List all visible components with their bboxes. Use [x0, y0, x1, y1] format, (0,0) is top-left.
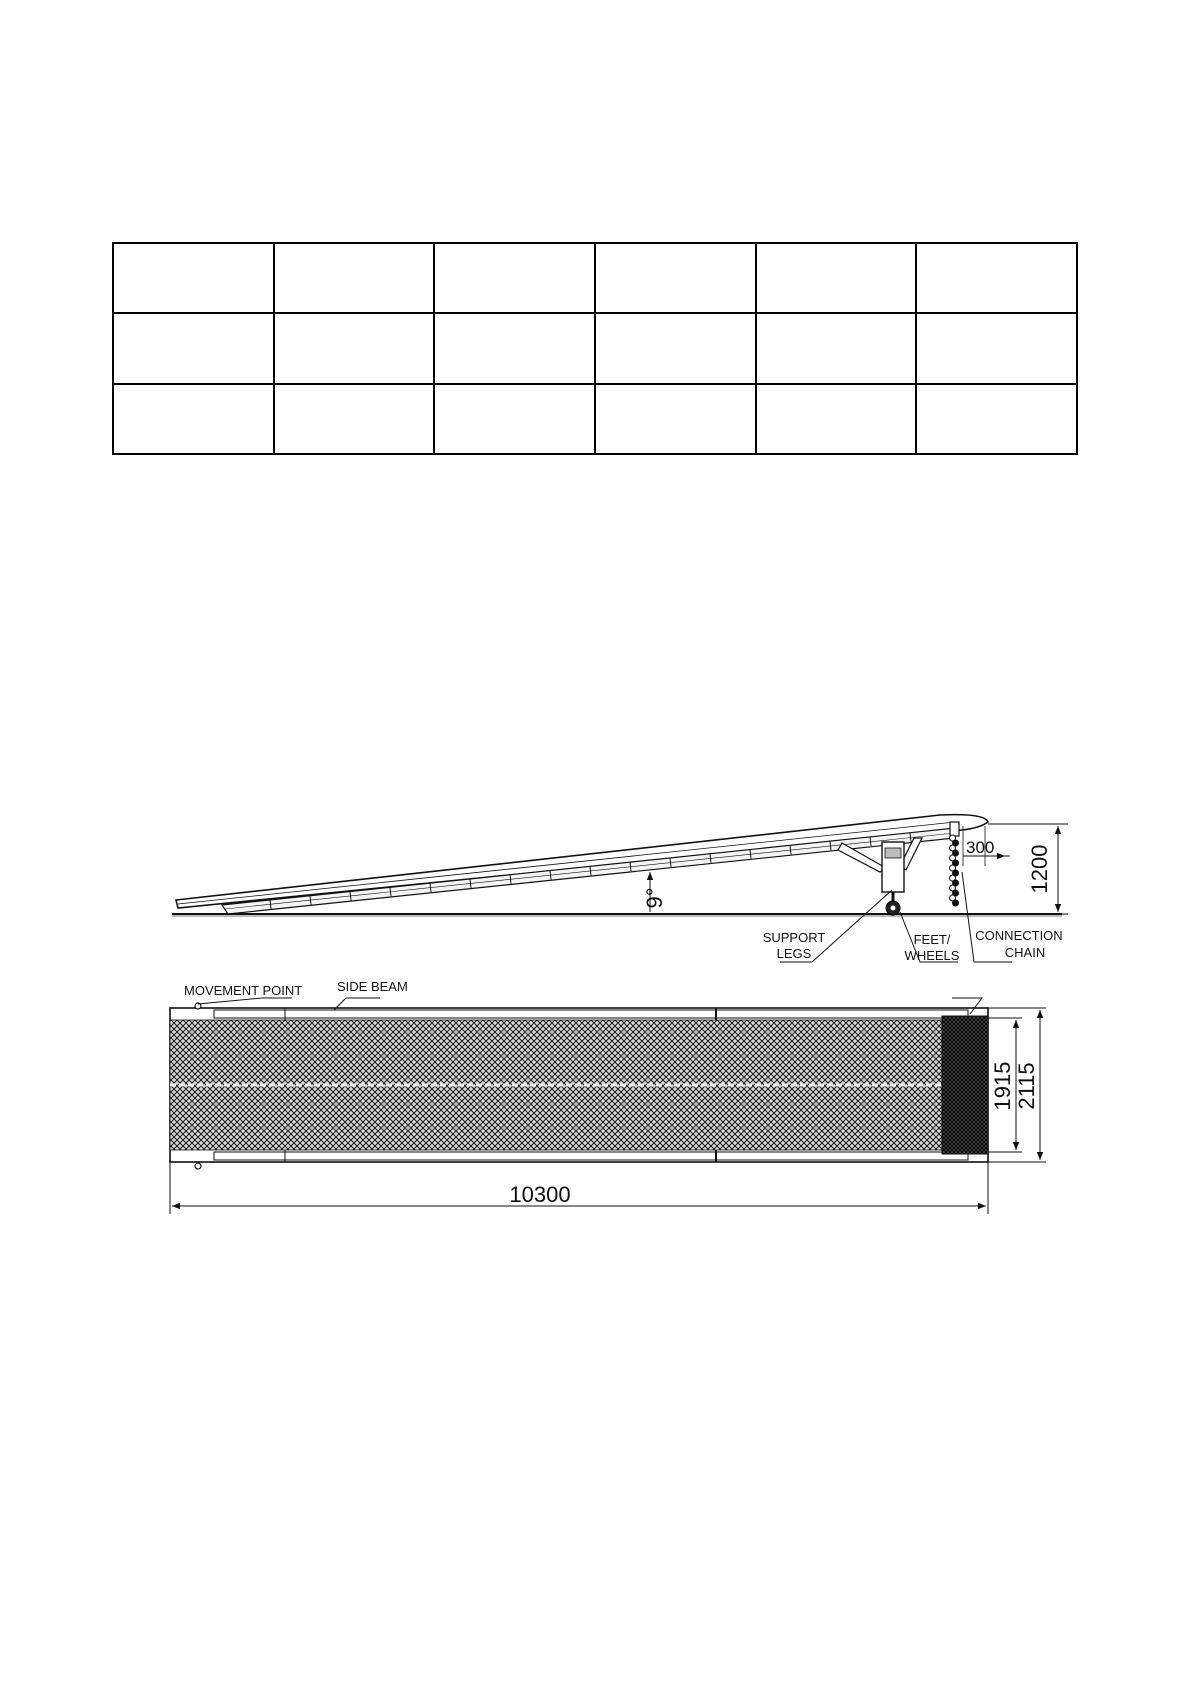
support-legs-label-line1: SUPPORT [762, 930, 826, 945]
lip-label: 300 [966, 838, 995, 857]
outer-width-label: 2115 [1014, 1062, 1039, 1110]
connection-chain-label-line2: CHAIN [1004, 945, 1046, 960]
feet-wheels-label-line1: FEET/ [913, 932, 951, 947]
height-dimension [988, 824, 1068, 914]
mesh-surface [170, 1020, 942, 1150]
chain-link [953, 900, 959, 906]
height-label: 1200 [1027, 844, 1052, 894]
movement-point-label: MOVEMENT POINT [184, 983, 303, 998]
length-dimension [170, 1162, 988, 1214]
connection-chain-label-line1: CONNECTION [975, 928, 1063, 943]
side-beam-top [214, 1010, 968, 1018]
feet-wheels [886, 901, 900, 915]
support-legs-label-line2: LEGS [776, 946, 812, 961]
length-label: 10300 [509, 1182, 571, 1207]
feet-wheels-label-line2: WHEELS [904, 948, 960, 963]
top-view [170, 979, 1046, 1214]
lip-mesh [942, 1016, 988, 1154]
angle-label: 9° [642, 887, 667, 909]
side-view [172, 815, 1068, 963]
side-beam-bottom [214, 1152, 968, 1160]
side-beam-label: SIDE BEAM [337, 979, 408, 994]
support-legs [838, 838, 922, 902]
lip-plate [950, 822, 959, 836]
inner-width-label: 1915 [990, 1061, 1015, 1111]
lip-dimension [963, 826, 1010, 866]
connection-chain [950, 835, 959, 906]
angle-dimension [642, 872, 667, 912]
